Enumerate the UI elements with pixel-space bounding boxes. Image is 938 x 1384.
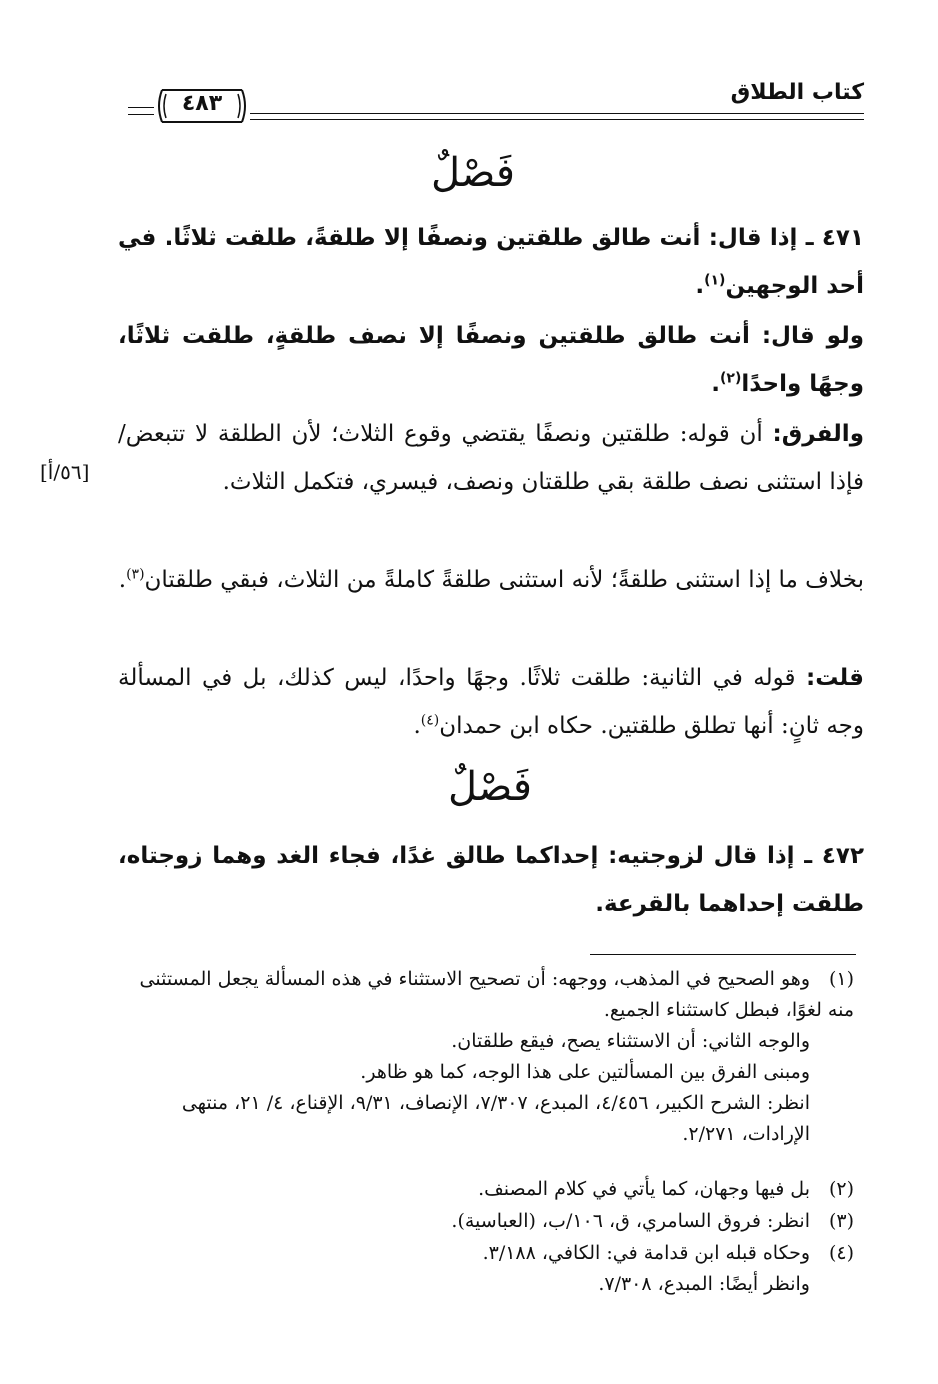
- footnote-text: وهو الصحيح في المذهب، ووجهه: أن تصحيح الاستثناء في هذه المسألة يجعل المستثنى منه لغوًا، فبطل كاستثناء الجميع.: [139, 968, 854, 1021]
- paragraph-text: ولو قال: أنت طالق طلقتين ونصفًا إلا نصف طلقةٍ، طلقت ثلاثًا، وجهًا واحدًا: [118, 323, 864, 397]
- footnote-ref: (١): [704, 272, 726, 289]
- running-header-title: كتاب الطلاق: [730, 80, 864, 105]
- header-rule: [250, 113, 864, 114]
- footnote-text: بل فيها وجهان، كما يأتي في كلام المصنف.: [478, 1178, 810, 1200]
- footnote-text: انظر: الشرح الكبير، ٤/٤٥٦، المبدع، ٧/٣٠٧، الإنصاف، ٩/٣١، الإقناع، ٤/ ٢١، منتهى الإرادات، ٢/٢٧١.: [181, 1092, 810, 1145]
- header-rule: [250, 119, 864, 120]
- section-heading: فَصْلٌ: [447, 764, 533, 810]
- paragraph-471b: [118, 312, 864, 408]
- paragraph-text: ٤٧١ ـ إذا قال: أنت طالق طلقتين ونصفًا إلا طلقةً، طلقت ثلاثًا. في أحد الوجهين: [118, 225, 864, 299]
- footnote-text: وحكاه قبله ابن قدامة في: الكافي، ٣/١٨٨.: [482, 1242, 810, 1264]
- footnote-2: [114, 1174, 854, 1205]
- footnote-1: [114, 964, 854, 1150]
- footnote-number: (٤): [828, 1242, 854, 1264]
- footnote-number: (١): [828, 968, 854, 990]
- page-number-frame: [156, 86, 248, 126]
- section-heading: فَصْلٌ: [430, 150, 516, 196]
- footnote-text: ومبنى الفرق بين المسألتين على هذا الوجه، كما هو ظاهر.: [360, 1061, 810, 1083]
- header-rule-left: [128, 107, 154, 108]
- paragraph-text: بخلاف ما إذا استثنى طلقةً؛ لأنه استثنى طلقةً كاملةً من الثلاث، فبقي طلقتان: [144, 567, 864, 593]
- header-rule-left: [128, 114, 154, 115]
- paragraph-comment: [118, 654, 864, 750]
- paragraph-end: .: [118, 567, 127, 593]
- footnote-text: والوجه الثاني: أن الاستثناء يصح، فيقع طلقتان.: [451, 1030, 810, 1052]
- footnote-separator: [590, 954, 856, 955]
- paragraph-end: .: [695, 273, 705, 299]
- paragraph-471: [118, 214, 864, 310]
- footnote-ref: (٣): [126, 566, 145, 583]
- paragraph-end: .: [711, 371, 720, 397]
- paragraph-lead: قلت:: [806, 665, 864, 691]
- footnote-text: وانظر أيضًا: المبدع، ٧/٣٠٨.: [598, 1273, 810, 1295]
- paragraph-contrast: [118, 556, 864, 604]
- paragraph-text: ٤٧٢ ـ إذا قال لزوجتيه: إحداكما طالق غدًا، فجاء الغد وهما زوجتاه، طلقت إحداهما بالقرعة.: [118, 843, 864, 917]
- paragraph-text: أن قوله: طلقتين ونصفًا يقتضي وقوع الثلاث؛ لأن الطلقة لا تتبعض/ فإذا استثنى نصف طلقة بقي طلقتان ونصف، فيسري، فتكمل الثلاث.: [118, 421, 864, 495]
- paragraph-difference: [118, 410, 864, 506]
- footnote-text: انظر: فروق السامري، ق، ١٠٦/ب، (العباسية).: [451, 1210, 810, 1232]
- footnote-ref: (٤): [420, 712, 440, 729]
- footnote-4: [114, 1238, 854, 1300]
- footnote-number: (٢): [828, 1178, 854, 1200]
- footnote-3: [114, 1206, 854, 1237]
- footnote-number: (٣): [828, 1210, 854, 1232]
- paragraph-end: .: [413, 713, 421, 739]
- paragraph-472: [118, 832, 864, 928]
- manuscript-folio-note: [٥٦/أ]: [40, 460, 90, 484]
- page-number: ٤٨٣: [181, 91, 223, 116]
- footnote-ref: (٢): [720, 370, 742, 387]
- paragraph-lead: والفرق:: [772, 421, 864, 447]
- paragraph-text: قوله في الثانية: طلقت ثلاثًا. وجهًا واحدًا، ليس كذلك، بل في المسألة وجه ثانٍ: أنها تطلق طلقتين. حكاه ابن حمدان: [118, 665, 864, 739]
